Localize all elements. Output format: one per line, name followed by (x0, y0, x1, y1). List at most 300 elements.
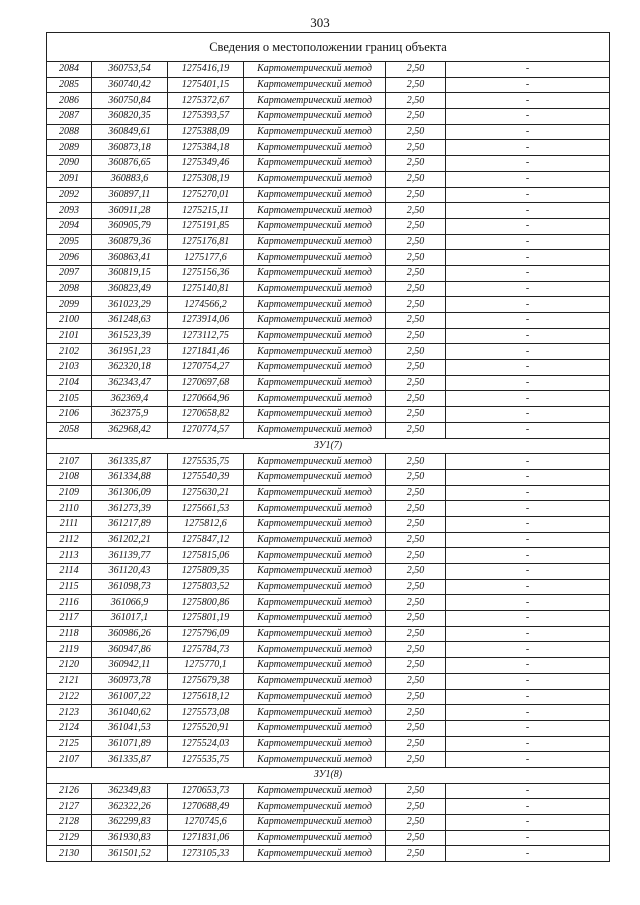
accuracy-cell: 2,50 (386, 830, 446, 846)
table-row (47, 752, 610, 768)
accuracy-cell: 2,50 (386, 846, 446, 862)
coord-x: 360849,61 (92, 124, 168, 140)
table-row (47, 469, 610, 485)
accuracy-cell: 2,50 (386, 203, 446, 219)
coord-y: 1275535,75 (168, 752, 244, 768)
accuracy-cell: 2,50 (386, 532, 446, 548)
note-cell: - (446, 720, 610, 736)
method-cell: Картометрический метод (244, 281, 386, 297)
accuracy-cell: 2,50 (386, 689, 446, 705)
coord-y: 1270754,27 (168, 360, 244, 376)
method-cell: Картометрический метод (244, 720, 386, 736)
accuracy-cell: 2,50 (386, 485, 446, 501)
note-cell: - (446, 407, 610, 423)
note-cell: - (446, 846, 610, 862)
table-row (47, 485, 610, 501)
table-title: Сведения о местоположении границ объекта (47, 33, 610, 62)
accuracy-cell: 2,50 (386, 140, 446, 156)
point-number: 2128 (47, 815, 92, 831)
point-number: 2114 (47, 564, 92, 580)
coord-x: 360942,11 (92, 658, 168, 674)
note-cell: - (446, 328, 610, 344)
coord-y: 1270664,96 (168, 391, 244, 407)
coord-y: 1275176,81 (168, 234, 244, 250)
coord-y: 1275661,53 (168, 501, 244, 517)
method-cell: Картометрический метод (244, 501, 386, 517)
method-cell: Картометрический метод (244, 658, 386, 674)
coord-x: 361930,83 (92, 830, 168, 846)
note-cell: - (446, 313, 610, 329)
point-number: 2118 (47, 626, 92, 642)
point-number: 2112 (47, 532, 92, 548)
coord-x: 360973,78 (92, 673, 168, 689)
table-row (47, 720, 610, 736)
point-number: 2099 (47, 297, 92, 313)
coord-y: 1275573,08 (168, 705, 244, 721)
method-cell: Картометрический метод (244, 422, 386, 438)
table-row (47, 218, 610, 234)
point-number: 2130 (47, 846, 92, 862)
method-cell: Картометрический метод (244, 705, 386, 721)
note-cell: - (446, 548, 610, 564)
accuracy-cell: 2,50 (386, 626, 446, 642)
table-row (47, 595, 610, 611)
method-cell: Картометрический метод (244, 532, 386, 548)
note-cell: - (446, 187, 610, 203)
coord-x: 360905,79 (92, 218, 168, 234)
table-row (47, 815, 610, 831)
accuracy-cell: 2,50 (386, 265, 446, 281)
coord-x: 361501,52 (92, 846, 168, 862)
table-row (47, 171, 610, 187)
point-number: 2096 (47, 250, 92, 266)
method-cell: Картометрический метод (244, 62, 386, 78)
table-row (47, 375, 610, 391)
note-cell: - (446, 564, 610, 580)
table-row (47, 579, 610, 595)
note-cell: - (446, 109, 610, 125)
coord-y: 1273105,33 (168, 846, 244, 862)
table-row (47, 140, 610, 156)
note-cell: - (446, 532, 610, 548)
coord-y: 1271841,46 (168, 344, 244, 360)
point-number: 2088 (47, 124, 92, 140)
accuracy-cell: 2,50 (386, 673, 446, 689)
method-cell: Картометрический метод (244, 344, 386, 360)
coord-x: 362320,18 (92, 360, 168, 376)
note-cell: - (446, 516, 610, 532)
coord-y: 1275191,85 (168, 218, 244, 234)
note-cell: - (446, 124, 610, 140)
coord-y: 1275679,38 (168, 673, 244, 689)
method-cell: Картометрический метод (244, 642, 386, 658)
accuracy-cell: 2,50 (386, 642, 446, 658)
note-cell: - (446, 218, 610, 234)
table-row (47, 501, 610, 517)
accuracy-cell: 2,50 (386, 705, 446, 721)
note-cell: - (446, 658, 610, 674)
point-number: 2100 (47, 313, 92, 329)
coord-y: 1275535,75 (168, 454, 244, 470)
coord-x: 360873,18 (92, 140, 168, 156)
table-row (47, 705, 610, 721)
coord-x: 360753,54 (92, 62, 168, 78)
coord-x: 360740,42 (92, 77, 168, 93)
method-cell: Картометрический метод (244, 328, 386, 344)
method-cell: Картометрический метод (244, 673, 386, 689)
coord-x: 360911,28 (92, 203, 168, 219)
method-cell: Картометрический метод (244, 187, 386, 203)
coord-x: 361248,63 (92, 313, 168, 329)
point-number: 2127 (47, 799, 92, 815)
coord-x: 360879,36 (92, 234, 168, 250)
coord-x: 360750,84 (92, 93, 168, 109)
table-row (47, 799, 610, 815)
coord-x: 361098,73 (92, 579, 168, 595)
coord-x: 361306,09 (92, 485, 168, 501)
coord-x: 361335,87 (92, 752, 168, 768)
point-number: 2090 (47, 156, 92, 172)
table-row (47, 156, 610, 172)
note-cell: - (446, 93, 610, 109)
coord-y: 1275388,09 (168, 124, 244, 140)
coord-x: 361217,89 (92, 516, 168, 532)
table-row (47, 281, 610, 297)
method-cell: Картометрический метод (244, 250, 386, 266)
note-cell: - (446, 626, 610, 642)
coord-x: 361202,21 (92, 532, 168, 548)
note-cell: - (446, 297, 610, 313)
note-cell: - (446, 77, 610, 93)
note-cell: - (446, 234, 610, 250)
note-cell: - (446, 422, 610, 438)
note-cell: - (446, 281, 610, 297)
coord-y: 1275401,15 (168, 77, 244, 93)
accuracy-cell: 2,50 (386, 752, 446, 768)
coord-y: 1275524,03 (168, 736, 244, 752)
method-cell: Картометрический метод (244, 689, 386, 705)
table-row (47, 407, 610, 423)
coord-y: 1275800,86 (168, 595, 244, 611)
method-cell: Картометрический метод (244, 375, 386, 391)
method-cell: Картометрический метод (244, 752, 386, 768)
coord-y: 1275349,46 (168, 156, 244, 172)
coord-y: 1270774,57 (168, 422, 244, 438)
accuracy-cell: 2,50 (386, 234, 446, 250)
method-cell: Картометрический метод (244, 516, 386, 532)
coord-x: 361023,29 (92, 297, 168, 313)
accuracy-cell: 2,50 (386, 783, 446, 799)
coord-x: 360986,26 (92, 626, 168, 642)
method-cell: Картометрический метод (244, 234, 386, 250)
accuracy-cell: 2,50 (386, 344, 446, 360)
note-cell: - (446, 469, 610, 485)
accuracy-cell: 2,50 (386, 124, 446, 140)
coord-y: 1275416,19 (168, 62, 244, 78)
table-row (47, 846, 610, 862)
point-number: 2109 (47, 485, 92, 501)
method-cell: Картометрический метод (244, 469, 386, 485)
note-cell: - (446, 752, 610, 768)
point-number: 2110 (47, 501, 92, 517)
note-cell: - (446, 579, 610, 595)
table-row (47, 62, 610, 78)
note-cell: - (446, 265, 610, 281)
note-cell: - (446, 799, 610, 815)
point-number: 2084 (47, 62, 92, 78)
point-number: 2124 (47, 720, 92, 736)
table-row (47, 736, 610, 752)
coord-x: 362375,9 (92, 407, 168, 423)
method-cell: Картометрический метод (244, 595, 386, 611)
point-number: 2101 (47, 328, 92, 344)
point-number: 2097 (47, 265, 92, 281)
section-row (47, 767, 610, 783)
method-cell: Картометрический метод (244, 579, 386, 595)
coord-x: 360819,15 (92, 265, 168, 281)
point-number: 2117 (47, 611, 92, 627)
point-number: 2102 (47, 344, 92, 360)
accuracy-cell: 2,50 (386, 187, 446, 203)
coord-y: 1275393,57 (168, 109, 244, 125)
point-number: 2091 (47, 171, 92, 187)
accuracy-cell: 2,50 (386, 407, 446, 423)
note-cell: - (446, 705, 610, 721)
note-cell: - (446, 454, 610, 470)
method-cell: Картометрический метод (244, 203, 386, 219)
coord-y: 1275308,19 (168, 171, 244, 187)
accuracy-cell: 2,50 (386, 328, 446, 344)
table-row (47, 250, 610, 266)
note-cell: - (446, 171, 610, 187)
note-cell: - (446, 250, 610, 266)
accuracy-cell: 2,50 (386, 815, 446, 831)
table-row (47, 516, 610, 532)
section-label: ЗУ1(7) (47, 438, 610, 454)
point-number: 2092 (47, 187, 92, 203)
coord-x: 362349,83 (92, 783, 168, 799)
point-number: 2058 (47, 422, 92, 438)
table-row (47, 642, 610, 658)
method-cell: Картометрический метод (244, 93, 386, 109)
coord-x: 360863,41 (92, 250, 168, 266)
accuracy-cell: 2,50 (386, 93, 446, 109)
point-number: 2094 (47, 218, 92, 234)
note-cell: - (446, 830, 610, 846)
table-row (47, 203, 610, 219)
table-row (47, 422, 610, 438)
accuracy-cell: 2,50 (386, 736, 446, 752)
point-number: 2115 (47, 579, 92, 595)
coord-y: 1271831,06 (168, 830, 244, 846)
coord-y: 1270658,82 (168, 407, 244, 423)
table-row (47, 344, 610, 360)
coord-y: 1275270,01 (168, 187, 244, 203)
method-cell: Картометрический метод (244, 124, 386, 140)
accuracy-cell: 2,50 (386, 454, 446, 470)
coord-y: 1274566,2 (168, 297, 244, 313)
point-number: 2121 (47, 673, 92, 689)
table-row (47, 109, 610, 125)
section-label: ЗУ1(8) (47, 767, 610, 783)
point-number: 2107 (47, 454, 92, 470)
method-cell: Картометрический метод (244, 830, 386, 846)
point-number: 2122 (47, 689, 92, 705)
method-cell: Картометрический метод (244, 156, 386, 172)
accuracy-cell: 2,50 (386, 579, 446, 595)
point-number: 2106 (47, 407, 92, 423)
table-row (47, 658, 610, 674)
point-number: 2120 (47, 658, 92, 674)
coord-y: 1273112,75 (168, 328, 244, 344)
table-row (47, 187, 610, 203)
point-number: 2104 (47, 375, 92, 391)
accuracy-cell: 2,50 (386, 469, 446, 485)
table-row (47, 673, 610, 689)
note-cell: - (446, 344, 610, 360)
coord-y: 1275520,91 (168, 720, 244, 736)
method-cell: Картометрический метод (244, 360, 386, 376)
coord-y: 1275801,19 (168, 611, 244, 627)
table-row (47, 124, 610, 140)
method-cell: Картометрический метод (244, 140, 386, 156)
table-row (47, 297, 610, 313)
point-number: 2123 (47, 705, 92, 721)
table-row (47, 532, 610, 548)
coord-y: 1275156,36 (168, 265, 244, 281)
method-cell: Картометрический метод (244, 265, 386, 281)
coord-x: 362299,83 (92, 815, 168, 831)
point-number: 2116 (47, 595, 92, 611)
note-cell: - (446, 375, 610, 391)
method-cell: Картометрический метод (244, 548, 386, 564)
table-row (47, 783, 610, 799)
coord-y: 1275847,12 (168, 532, 244, 548)
method-cell: Картометрический метод (244, 815, 386, 831)
method-cell: Картометрический метод (244, 611, 386, 627)
coord-y: 1270653,73 (168, 783, 244, 799)
coord-x: 361335,87 (92, 454, 168, 470)
note-cell: - (446, 140, 610, 156)
point-number: 2089 (47, 140, 92, 156)
note-cell: - (446, 485, 610, 501)
accuracy-cell: 2,50 (386, 171, 446, 187)
method-cell: Картометрический метод (244, 391, 386, 407)
table-row (47, 611, 610, 627)
note-cell: - (446, 736, 610, 752)
accuracy-cell: 2,50 (386, 109, 446, 125)
accuracy-cell: 2,50 (386, 62, 446, 78)
accuracy-cell: 2,50 (386, 516, 446, 532)
point-number: 2086 (47, 93, 92, 109)
coord-y: 1275618,12 (168, 689, 244, 705)
accuracy-cell: 2,50 (386, 658, 446, 674)
coord-x: 360947,86 (92, 642, 168, 658)
method-cell: Картометрический метод (244, 218, 386, 234)
coord-y: 1275215,11 (168, 203, 244, 219)
table-row (47, 77, 610, 93)
note-cell: - (446, 673, 610, 689)
coord-x: 361120,43 (92, 564, 168, 580)
coord-x: 361040,62 (92, 705, 168, 721)
table-row (47, 689, 610, 705)
boundary-table (46, 32, 610, 862)
point-number: 2108 (47, 469, 92, 485)
method-cell: Картометрический метод (244, 171, 386, 187)
coord-y: 1275384,18 (168, 140, 244, 156)
method-cell: Картометрический метод (244, 736, 386, 752)
point-number: 2085 (47, 77, 92, 93)
coord-y: 1275770,1 (168, 658, 244, 674)
point-number: 2126 (47, 783, 92, 799)
table-row (47, 391, 610, 407)
coord-y: 1275815,06 (168, 548, 244, 564)
accuracy-cell: 2,50 (386, 297, 446, 313)
method-cell: Картометрический метод (244, 109, 386, 125)
coord-x: 361273,39 (92, 501, 168, 517)
coord-x: 362343,47 (92, 375, 168, 391)
coord-x: 362322,26 (92, 799, 168, 815)
method-cell: Картометрический метод (244, 846, 386, 862)
accuracy-cell: 2,50 (386, 501, 446, 517)
coord-x: 361041,53 (92, 720, 168, 736)
note-cell: - (446, 783, 610, 799)
point-number: 2107 (47, 752, 92, 768)
coord-y: 1275540,39 (168, 469, 244, 485)
note-cell: - (446, 611, 610, 627)
coord-x: 360876,65 (92, 156, 168, 172)
note-cell: - (446, 595, 610, 611)
method-cell: Картометрический метод (244, 799, 386, 815)
note-cell: - (446, 815, 610, 831)
point-number: 2111 (47, 516, 92, 532)
table-row (47, 360, 610, 376)
accuracy-cell: 2,50 (386, 77, 446, 93)
accuracy-cell: 2,50 (386, 611, 446, 627)
table-row (47, 265, 610, 281)
coord-x: 360897,11 (92, 187, 168, 203)
accuracy-cell: 2,50 (386, 548, 446, 564)
table-row (47, 93, 610, 109)
note-cell: - (446, 391, 610, 407)
accuracy-cell: 2,50 (386, 422, 446, 438)
accuracy-cell: 2,50 (386, 391, 446, 407)
coord-x: 361007,22 (92, 689, 168, 705)
note-cell: - (446, 501, 610, 517)
point-number: 2098 (47, 281, 92, 297)
method-cell: Картометрический метод (244, 564, 386, 580)
accuracy-cell: 2,50 (386, 595, 446, 611)
accuracy-cell: 2,50 (386, 218, 446, 234)
coord-x: 361334,88 (92, 469, 168, 485)
coord-y: 1275372,67 (168, 93, 244, 109)
accuracy-cell: 2,50 (386, 564, 446, 580)
coord-x: 361071,89 (92, 736, 168, 752)
coord-y: 1273914,06 (168, 313, 244, 329)
coord-y: 1270688,49 (168, 799, 244, 815)
point-number: 2119 (47, 642, 92, 658)
point-number: 2087 (47, 109, 92, 125)
point-number: 2129 (47, 830, 92, 846)
table-row (47, 454, 610, 470)
note-cell: - (446, 689, 610, 705)
note-cell: - (446, 642, 610, 658)
method-cell: Картометрический метод (244, 485, 386, 501)
method-cell: Картометрический метод (244, 626, 386, 642)
note-cell: - (446, 203, 610, 219)
coord-x: 361017,1 (92, 611, 168, 627)
point-number: 2095 (47, 234, 92, 250)
